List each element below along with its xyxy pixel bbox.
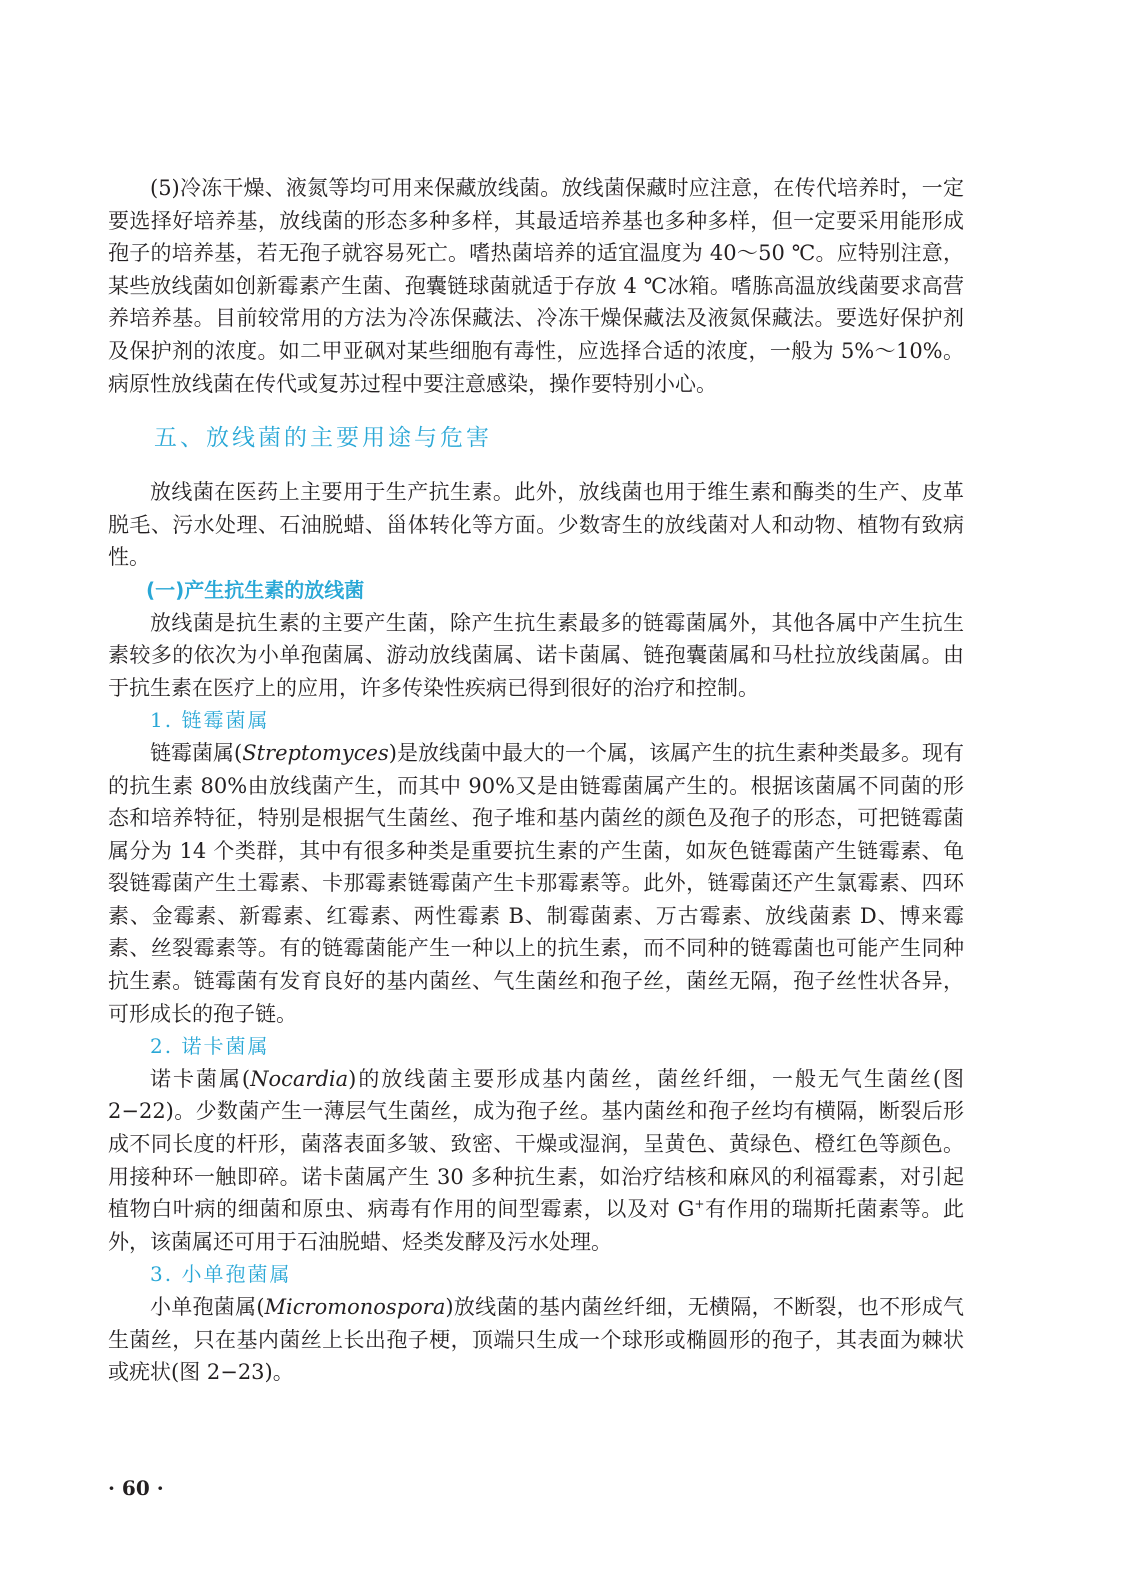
text-segment: 链霉菌属( xyxy=(150,740,243,765)
text-segment: )放线菌的基内菌丝纤细，无横隔，不断裂，也不形成气生菌丝，只在基内菌丝上长出孢子梗，顶端只生成一个球形或椭圆形的孢子，其表面为棘状或疣状(图 2−23)。 xyxy=(108,1295,964,1385)
paragraph-uses-overview: 放线菌在医药上主要用于生产抗生素。此外，放线菌也用于维生素和酶类的生产、皮革脱毛、污水处理、石油脱蜡、甾体转化等方面。少数寄生的放线菌对人和动物、植物有致病性。 xyxy=(108,480,964,570)
page-number: · 60 · xyxy=(108,1476,164,1500)
text-segment: 小单孢菌属( xyxy=(150,1295,265,1319)
item-heading-nocardia: 2. 诺卡菌属 xyxy=(150,1034,270,1059)
paragraph-streptomyces xyxy=(108,737,964,1030)
section-heading: 五、放线菌的主要用途与危害 xyxy=(154,425,492,452)
page-body xyxy=(108,172,964,1389)
latin-name: Streptomyces xyxy=(242,740,389,765)
item-heading-streptomyces: 1. 链霉菌属 xyxy=(150,708,270,733)
paragraph-preservation: (5)冷冻干燥、液氮等均可用来保藏放线菌。放线菌保藏时应注意，在传代培养时，一定要选择好培养基，放线菌的形态多种多样，其最适培养基也多种多样，但一定要采用能形成孢子的培养基，若无孢子就容易死亡。嗜热菌培养的适宜温度为 40～50 ℃。应特别注意，某些放线菌如创新霉素产生菌、孢囊链球菌就适于存放 4 ℃冰箱。嗜胨高温放线菌要求高营养培养基。目前较常用的方法为冷冻保藏法、冷冻干燥保藏法及液氮保藏法。要选好保护剂及保护剂的浓度。如二甲亚砜对某些细胞有毒性，应选择合适的浓度，一般为 5%～10%。病原性放线菌在传代或复苏过程中要注意感染，操作要特别小心。 xyxy=(108,176,964,396)
paragraph-nocardia xyxy=(108,1063,964,1259)
text-segment: 诺卡菌属( xyxy=(150,1066,251,1091)
item-heading-micromonospora: 3. 小单孢菌属 xyxy=(150,1262,292,1287)
superscript-plus: + xyxy=(694,1197,705,1212)
text-segment: 有作用的瑞斯托菌素等。此外，该菌属还可用于石油脱蜡、烃类发酵及污水处理。 xyxy=(108,1197,965,1254)
sub-heading-antibiotic-producers: (一)产生抗生素的放线菌 xyxy=(146,577,365,602)
paragraph-micromonospora xyxy=(108,1291,964,1389)
latin-name: Nocardia xyxy=(250,1066,349,1091)
text-segment: )是放线菌中最大的一个属，该属产生的抗生素种类最多。现有的抗生素 80%由放线菌产生，而其中 90%又是由链霉菌属产生的。根据该菌属不同菌的形态和培养特征，特别是根据气生菌丝、孢子堆和基内菌丝的颜色及孢子的形态，可把链霉菌属分为 14 个类群，其中有很多种类是重要抗生素的产生菌，如灰色链霉菌产生链霉素、龟裂链霉菌产生土霉素、卡那霉素链霉菌产生卡那霉素等。此外，链霉菌还产生氯霉素、四环素、金霉素、新霉素、红霉素、两性霉素 B、制霉菌素、万古霉素、放线菌素 D、博来霉素、丝裂霉素等。有的链霉菌能产生一种以上的抗生素，而不同种的链霉菌也可能产生同种抗生素。链霉菌有发育良好的基内菌丝、气生菌丝和孢子丝，菌丝无隔，孢子丝性状各异，可形成长的孢子链。 xyxy=(108,740,964,1026)
latin-name: Micromonospora xyxy=(264,1295,446,1319)
paragraph-antibiotic-producers: 放线菌是抗生素的主要产生菌，除产生抗生素最多的链霉菌属外，其他各属中产生抗生素较多的依次为小单孢菌属、游动放线菌属、诺卡菌属、链孢囊菌属和马杜拉放线菌属。由于抗生素在医疗上的应用，许多传染性疾病已得到很好的治疗和控制。 xyxy=(108,610,964,700)
text-segment: )的放线菌主要形成基内菌丝，菌丝纤细，一般无气生菌丝(图 2−22)。少数菌产生一薄层气生菌丝，成为孢子丝。基内菌丝和孢子丝均有横隔，断裂后形成不同长度的杆形，菌落表面多皱、致密、干燥或湿润，呈黄色、黄绿色、橙红色等颜色。用接种环一触即碎。诺卡菌属产生 30 多种抗生素，如治疗结核和麻风的利福霉素，对引起植物白叶病的细菌和原虫、病毒有作用的间型霉素，以及对 G xyxy=(108,1066,964,1222)
